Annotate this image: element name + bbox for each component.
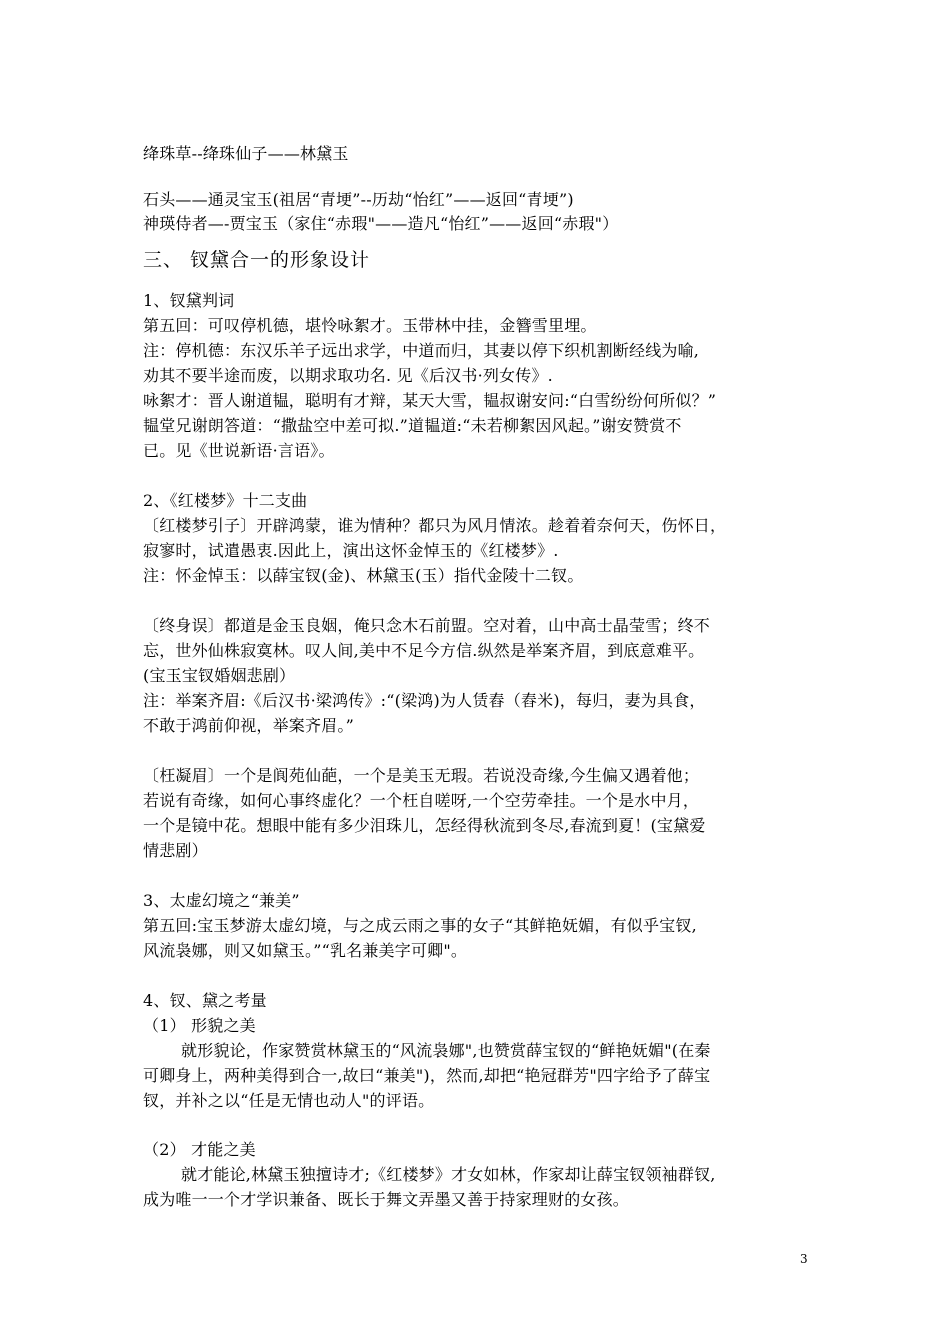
text-line: 若说有奇缘，如何心事终虚化？一个枉自嗟呀,一个空劳牵挂。一个是水中月， bbox=[143, 791, 700, 810]
text-line: 韫堂兄谢朗答道：“撒盐空中差可拟.”道韫道:“未若柳絮因风起。”谢安赞赏不 bbox=[143, 416, 682, 435]
subsection-heading: 3、太虚幻境之“兼美” bbox=[143, 891, 300, 910]
item-heading: （2） 才能之美 bbox=[143, 1140, 256, 1159]
subsection-heading: 1、钗黛判词 bbox=[143, 291, 235, 310]
text-line: 就形貌论，作家赞赏林黛玉的“风流袅娜",也赞赏薛宝钗的“鲜艳妩媚"(在秦 bbox=[181, 1041, 711, 1060]
text-line: 风流袅娜，则又如黛玉。”“乳名兼美字可卿"。 bbox=[143, 941, 468, 960]
text-line: 咏絮才：晋人谢道韫，聪明有才辩，某天大雪，韫叔谢安问:“白雪纷纷何所似？” bbox=[143, 391, 717, 410]
text-line: 劝其不要半途而废，以期求取功名. 见《后汉书·列女传》. bbox=[143, 366, 553, 385]
subsection-heading: 2、《红楼梦》十二支曲 bbox=[143, 491, 308, 510]
text-line: 一个是镜中花。想眼中能有多少泪珠儿，怎经得秋流到冬尽,春流到夏！(宝黛爱 bbox=[143, 816, 706, 835]
text-line: 〔终身误〕都道是金玉良姻，俺只念木石前盟。空对着，山中高士晶莹雪；终不 bbox=[143, 616, 711, 635]
subsection-heading: 4、钗、黛之考量 bbox=[143, 991, 267, 1010]
text-line: 不敢于鸿前仰视，举案齐眉。” bbox=[143, 716, 354, 735]
text-line: 注：举案齐眉:《后汉书·梁鸿传》:“(梁鸿)为人赁舂（舂米)，每归，妻为具食， bbox=[143, 691, 706, 710]
text-line: 石头——通灵宝玉(祖居“青埂”--历劫“怡红”——返回“青埂”) bbox=[143, 190, 574, 209]
text-line: 钗，并补之以“任是无情也动人"的评语。 bbox=[143, 1091, 435, 1110]
text-line: 可卿身上，两种美得到合一,故曰“兼美")，然而,却把“艳冠群芳"四字给予了薛宝 bbox=[143, 1066, 711, 1085]
text-line: 第五回：可叹停机德，堪怜咏絮才。玉带林中挂，金簪雪里埋。 bbox=[143, 316, 597, 335]
text-line: 第五回:宝玉梦游太虚幻境，与之成云雨之事的女子“其鲜艳妩媚，有似乎宝钗, bbox=[143, 916, 697, 935]
text-line: 绛珠草--绛珠仙子——林黛玉 bbox=[143, 144, 349, 163]
page-number: 3 bbox=[800, 1252, 808, 1266]
text-line: 寂寥时，试遣愚衷.因此上，演出这怀金悼玉的《红楼梦》. bbox=[143, 541, 559, 560]
text-line: 已。见《世说新语·言语》。 bbox=[143, 441, 335, 460]
text-line: 〔红楼梦引子〕开辟鸿蒙，谁为情种？都只为风月情浓。趁着着奈何天，伤怀日， bbox=[143, 516, 727, 535]
text-line: 神瑛侍者—-贾宝玉（家住“赤瑕"——造凡“怡红”——返回“赤瑕"） bbox=[143, 214, 619, 233]
text-line: (宝玉宝钗婚姻悲剧） bbox=[143, 666, 296, 685]
section-heading: 三、 钗黛合一的形象设计 bbox=[143, 249, 371, 271]
text-line: 〔枉凝眉〕一个是阆苑仙葩，一个是美玉无瑕。若说没奇缘,今生偏又遇着他； bbox=[143, 766, 700, 785]
text-line: 成为唯一一个才学识兼备、既长于舞文弄墨又善于持家理财的女孩。 bbox=[143, 1190, 630, 1209]
text-line: 忘，世外仙株寂寞林。叹人间,美中不足今方信.纵然是举案齐眉，到底意难平。 bbox=[143, 641, 705, 660]
text-line: 注：停机德：东汉乐羊子远出求学，中道而归，其妻以停下织机割断经线为喻, bbox=[143, 341, 700, 360]
text-line: 情悲剧） bbox=[143, 841, 208, 860]
text-line: 注：怀金悼玉：以薛宝钗(金)、林黛玉(玉）指代金陵十二钗。 bbox=[143, 566, 584, 585]
item-heading: （1） 形貌之美 bbox=[143, 1016, 256, 1035]
text-line: 就才能论,林黛玉独擅诗才;《红楼梦》才女如林，作家却让薛宝钗领袖群钗, bbox=[181, 1165, 716, 1184]
